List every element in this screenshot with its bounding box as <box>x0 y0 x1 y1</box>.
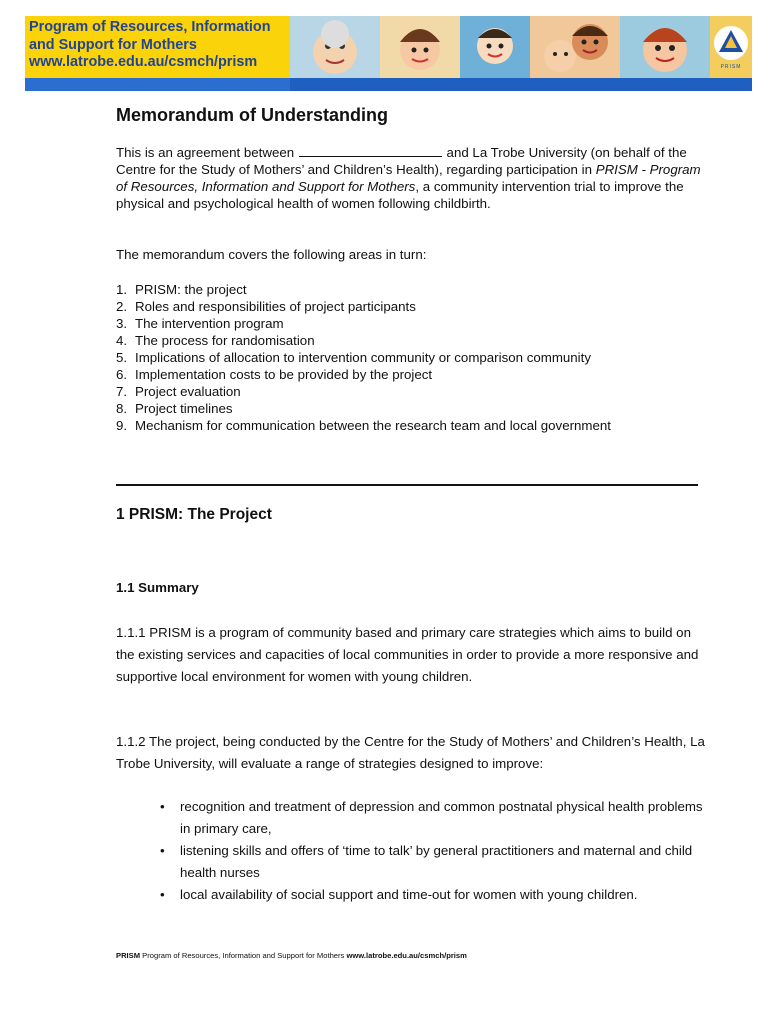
list-item <box>116 366 706 383</box>
banner-url: www.latrobe.edu.au/csmch/prism <box>29 54 258 70</box>
prism-logo-label: PRISM <box>720 64 742 70</box>
covers-intro: The memorandum covers the following areas in turn: <box>116 247 427 262</box>
footer-brand: PRISM <box>116 951 141 960</box>
section-1-heading: 1 PRISM: The Project <box>116 506 272 523</box>
paragraph-1-1-1: 1.1.1 PRISM is a program of community based and primary care strategies which aims to build on the existing services and capacities of local communities in order to provide a more responsive and supportive local environment for women with young children. <box>116 625 699 684</box>
list-number: 7. <box>116 384 128 399</box>
list-number: 1. <box>116 282 128 297</box>
list-number: 3. <box>116 316 128 331</box>
list-text: PRISM: the project <box>135 282 247 297</box>
list-item <box>116 298 706 315</box>
party-name-blank[interactable] <box>299 144 442 157</box>
list-item <box>116 417 645 434</box>
list-item <box>116 400 706 417</box>
summary-heading: 1.1 Summary <box>116 580 199 595</box>
banner-illustration <box>290 16 710 78</box>
list-text: Roles and responsibilities of project participants <box>135 299 416 314</box>
list-text: Project timelines <box>135 401 233 416</box>
list-item <box>148 796 703 840</box>
intro-part-2: and La Trobe University (on behalf of the Centre for the Study of Mothers’ and Children’s Health), regarding participation in <box>116 145 687 177</box>
footer-url: www.latrobe.edu.au/csmch/prism <box>346 951 467 960</box>
list-text: Project evaluation <box>135 384 241 399</box>
intro-part-3: , a community intervention trial to improve the physical and psychological health of women following childbirth. <box>116 179 684 211</box>
banner <box>25 16 752 78</box>
list-number: 9. <box>116 418 128 433</box>
list-number: 8. <box>116 401 128 416</box>
bullet-text: listening skills and offers of ‘time to talk’ by general practitioners and maternal and child health nurses <box>180 843 693 880</box>
list-item <box>116 332 706 349</box>
intro-part-1: This is an agreement between <box>116 145 295 160</box>
banner-title <box>25 16 290 78</box>
paragraph-1-1-2: 1.1.2 The project, being conducted by the Centre for the Study of Mothers’ and Children’s Health, La Trobe University, will evaluate a range of strategies designed to improve: <box>116 734 705 771</box>
list-item <box>148 884 703 906</box>
list-number: 5. <box>116 350 128 365</box>
bullet-icon: • <box>160 843 165 858</box>
intro-program-name: PRISM - Program of Resources, Information and Support for Mothers <box>116 162 701 194</box>
faces-illustration-icon <box>290 16 710 78</box>
list-text: Implementation costs to be provided by the project <box>135 367 433 382</box>
bullet-icon: • <box>160 799 165 814</box>
page-footer <box>116 951 467 960</box>
list-item <box>116 315 706 332</box>
banner-line-2: and Support for Mothers <box>29 36 197 53</box>
strategies-list <box>148 796 703 906</box>
list-item <box>148 840 703 884</box>
banner-band-left <box>25 78 290 91</box>
section-divider <box>116 484 698 486</box>
list-number: 2. <box>116 299 128 314</box>
list-text: Mechanism for communication between the research team and local government <box>135 418 611 433</box>
prism-logo <box>710 16 752 78</box>
footer-text: Program of Resources, Information and Support for Mothers <box>140 951 347 960</box>
list-number: 6. <box>116 367 128 382</box>
banner-line-1: Program of Resources, Information <box>29 19 271 35</box>
intro-paragraph <box>116 144 706 212</box>
list-text: The intervention program <box>135 316 284 331</box>
list-item <box>116 281 706 298</box>
list-number: 4. <box>116 333 128 348</box>
list-text: The process for randomisation <box>135 333 315 348</box>
list-item <box>116 383 706 400</box>
bullet-icon: • <box>160 887 165 902</box>
bullet-text: local availability of social support and time-out for women with young children. <box>180 887 638 902</box>
list-text: Implications of allocation to intervention community or comparison community <box>135 350 591 365</box>
bullet-text: recognition and treatment of depression and common postnatal physical health problems in primary care, <box>180 799 703 836</box>
areas-list <box>116 281 706 434</box>
list-item <box>116 349 706 366</box>
page-title: Memorandum of Understanding <box>116 105 389 125</box>
